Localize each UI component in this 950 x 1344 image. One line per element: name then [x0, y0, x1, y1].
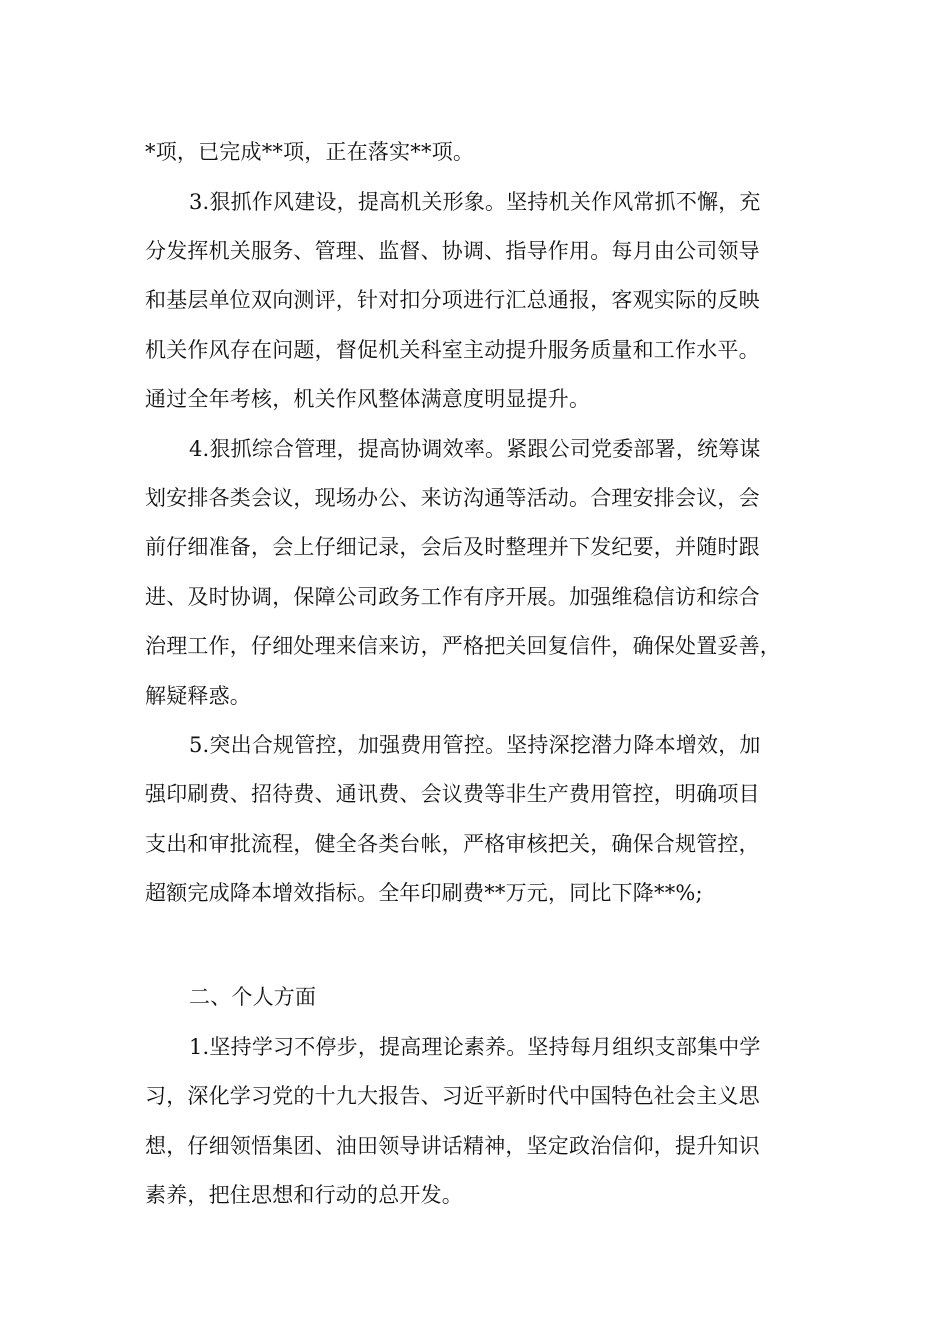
text-line: 分发挥机关服务、管理、监督、协调、指导作用。每月由公司领导	[145, 239, 760, 263]
section-heading: 二、个人方面	[189, 985, 317, 1009]
text-line: 解疑释惑。	[145, 684, 251, 708]
text-line: 通过全年考核，机关作风整体满意度明显提升。	[145, 387, 591, 411]
paragraph-heading-5: 5.突出合规管控，加强费用管控。坚持深挖潜力降本增效，加	[189, 733, 761, 757]
text-line: 强印刷费、招待费、通讯费、会议费等非生产费用管控，明确项目	[145, 782, 760, 806]
text-line: 支出和审批流程，健全各类台帐，严格审核把关，确保合规管控，	[145, 832, 760, 856]
text-line: 机关作风存在问题，督促机关科室主动提升服务质量和工作水平。	[145, 338, 760, 362]
text-line: 划安排各类会议，现场办公、来访沟通等活动。合理安排会议，会	[145, 486, 760, 510]
text-line: 和基层单位双向测评，针对扣分项进行汇总通报，客观实际的反映	[145, 288, 760, 312]
text-line: *项，已完成**项，正在落实**项。	[145, 140, 475, 164]
text-line: 治理工作，仔细处理来信来访，严格把关回复信件，确保处置妥善，	[145, 634, 781, 658]
text-line: 习，深化学习党的十九大报告、习近平新时代中国特色社会主义思	[145, 1084, 760, 1108]
paragraph-heading-3: 3.狠抓作风建设，提高机关形象。坚持机关作风常抓不懈，充	[189, 190, 761, 214]
text-line: 超额完成降本增效指标。全年印刷费**万元，同比下降**%;	[145, 881, 703, 905]
text-line: 素养，把住思想和行动的总开发。	[145, 1183, 463, 1207]
paragraph-heading-1: 1.坚持学习不停步，提高理论素养。坚持每月组织支部集中学	[189, 1035, 761, 1059]
paragraph-heading-4: 4.狠抓综合管理，提高协调效率。紧跟公司党委部署，统筹谋	[189, 437, 761, 461]
text-line: 想，仔细领悟集团、油田领导讲话精神，坚定政治信仰，提升知识	[145, 1134, 760, 1158]
text-line: 进、及时协调，保障公司政务工作有序开展。加强维稳信访和综合	[145, 585, 760, 609]
text-line: 前仔细准备，会上仔细记录，会后及时整理并下发纪要，并随时跟	[145, 535, 760, 559]
